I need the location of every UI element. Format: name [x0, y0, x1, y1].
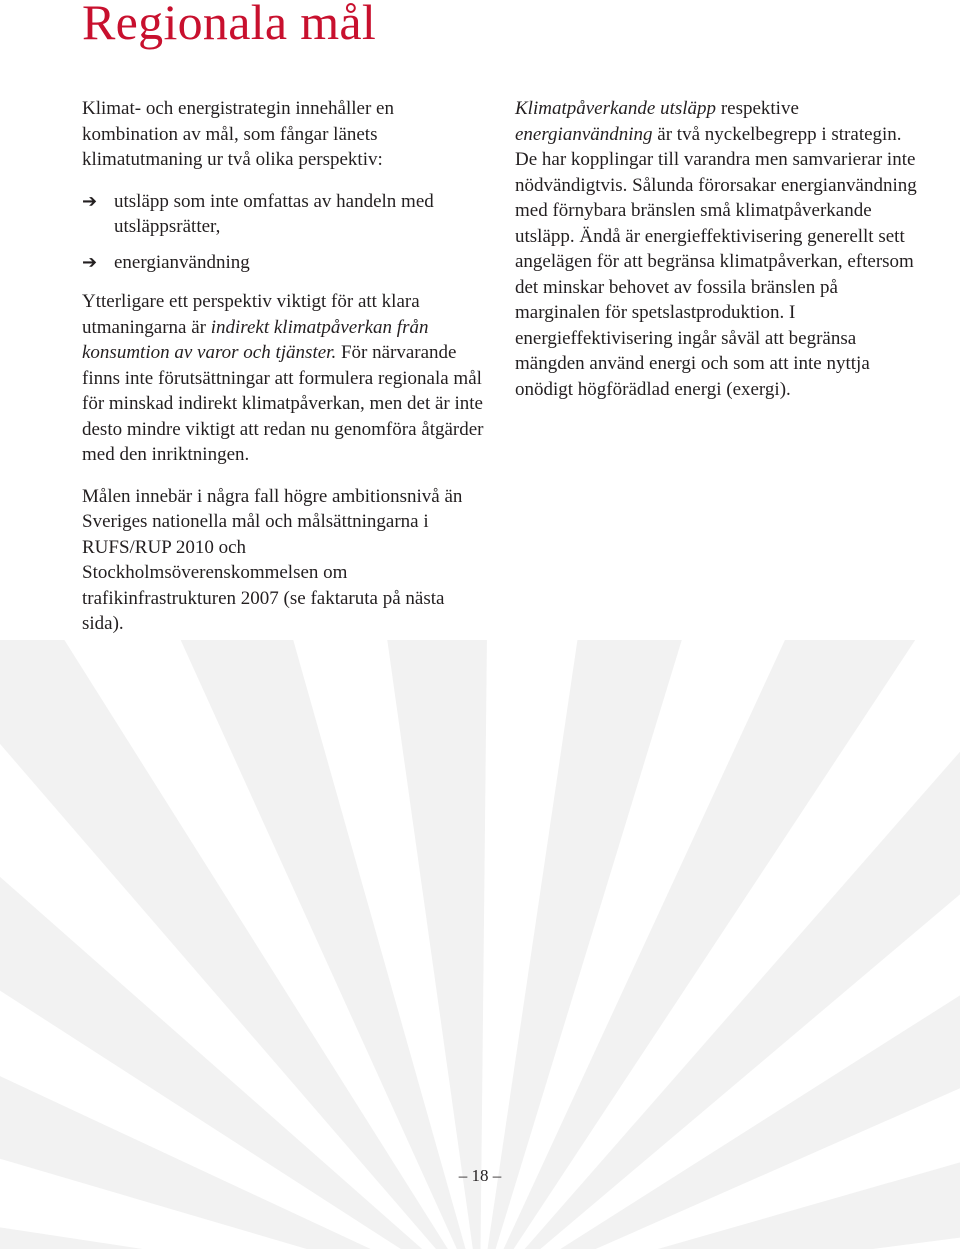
perspective-list [82, 189, 487, 276]
list-item [82, 250, 487, 276]
page-number-dash-right: – [492, 1166, 502, 1185]
paragraph-text: Ytterligare ett perspektiv viktigt för att klara utmaningarna är [82, 291, 420, 338]
emphasis-text: Klimatpåverkande utsläpp [515, 98, 717, 119]
list-item-label: energianvändning [114, 251, 250, 273]
intro-paragraph: Klimat- och energistrategin innehåller en kombination av mål, som fångar länets klimatutmaning ur två olika perspektiv: [82, 98, 394, 170]
indirect-impact-paragraph [82, 289, 487, 468]
right-column [515, 96, 925, 402]
arrow-right-icon: ➔ [82, 190, 98, 212]
paragraph-text: respektive [716, 98, 799, 119]
ambition-paragraph: Målen innebär i några fall högre ambitionsnivå än Sveriges nationella mål och målsättningarna i RUFS/RUP 2010 och Stockholmsöverenskommelsen om trafikinfrastrukturen 2007 (se faktaruta på nästa sida). [82, 485, 463, 634]
page-number-dash-left: – [458, 1166, 468, 1185]
arrow-right-icon: ➔ [82, 251, 98, 273]
page-number [0, 1166, 960, 1186]
list-item [82, 189, 487, 240]
page-number-value: 18 [471, 1166, 489, 1185]
emphasis-text: indirekt klimatpåverkan från konsumtion av varor och tjänster. [82, 316, 429, 363]
key-concepts-paragraph [515, 96, 925, 402]
left-column [82, 96, 487, 653]
paragraph-text: För närvarande finns inte förutsättningar att formulera regionala mål för minskad indirekt klimatpåverkan, men det är inte desto mindre viktigt att redan nu genomföra åtgärder med den inriktningen. [82, 342, 484, 465]
paragraph-text: är två nyckelbegrepp i strategin. De har kopplingar till varandra men samvarierar inte nödvändigtvis. Sålunda förorsakar energianvändning med förnybara bränslen små klimatpåverkande utsläpp. Ändå är energieffektivisering generellt sett angelägen för att begränsa klimatpåverkan, eftersom det minskar behovet av fossila bränslen på marginalen för spetslastproduktion. I energieffektivisering ingår såväl att begränsa mängden använd energi och som att inte nyttja onödigt högförädlad energi (exergi). [515, 123, 917, 400]
list-item-label: utsläpp som inte omfattas av handeln med utsläppsrätter, [114, 190, 434, 237]
emphasis-text: energianvändning [515, 123, 653, 145]
page-title: Regionala mål [82, 0, 377, 50]
